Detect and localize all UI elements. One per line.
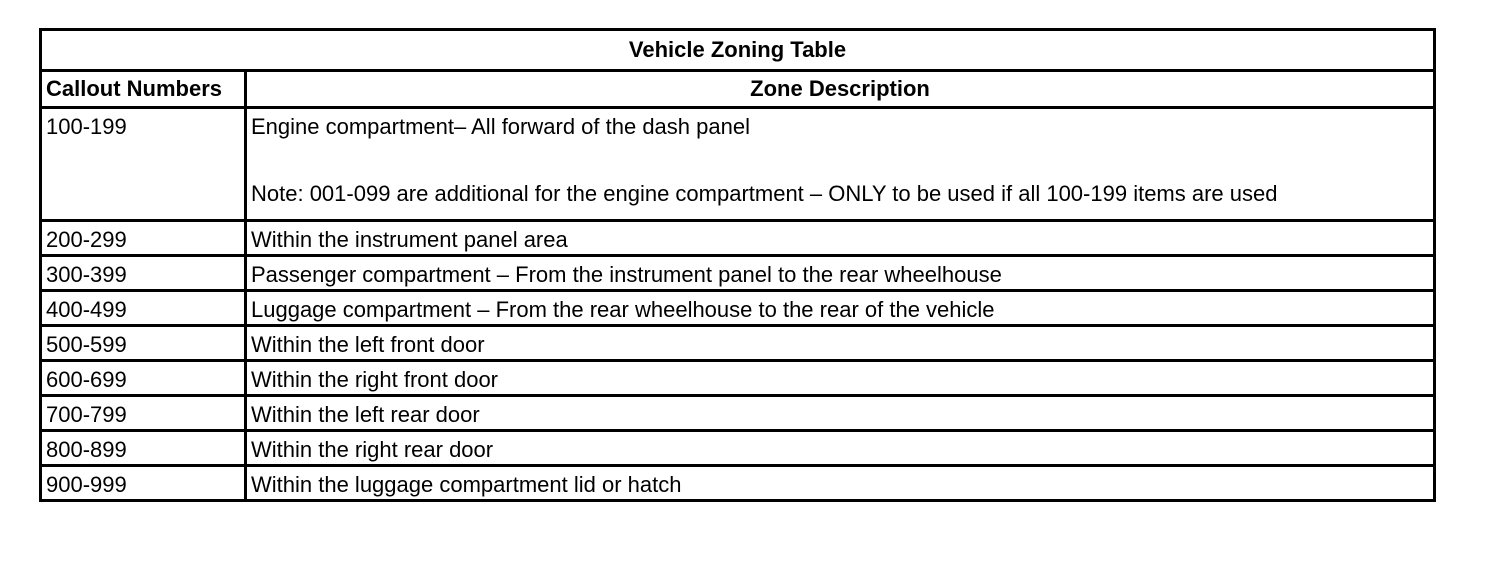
header-callout-numbers: Callout Numbers <box>41 71 246 108</box>
header-zone-description: Zone Description <box>246 71 1435 108</box>
table-header-row <box>41 71 1435 108</box>
callout-cell: 900-999 <box>41 466 246 501</box>
callout-cell: 400-499 <box>41 291 246 326</box>
table-row <box>41 221 1435 256</box>
description-cell: Within the instrument panel area <box>246 221 1435 256</box>
callout-cell: 300-399 <box>41 256 246 291</box>
callout-cell: 800-899 <box>41 431 246 466</box>
callout-cell: 200-299 <box>41 221 246 256</box>
vehicle-zoning-table <box>39 28 1436 502</box>
table-row <box>41 256 1435 291</box>
description-cell: Within the left rear door <box>246 396 1435 431</box>
description-cell: Luggage compartment – From the rear wheelhouse to the rear of the vehicle <box>246 291 1435 326</box>
table-row <box>41 361 1435 396</box>
callout-cell: 600-699 <box>41 361 246 396</box>
table-row <box>41 326 1435 361</box>
description-note: Note: 001-099 are additional for the engine compartment – ONLY to be used if all 100-199 items are used <box>251 181 1278 206</box>
table-row <box>41 291 1435 326</box>
description-cell: Within the left front door <box>246 326 1435 361</box>
table-row <box>41 396 1435 431</box>
table-row <box>41 431 1435 466</box>
description-cell <box>246 108 1435 221</box>
callout-cell: 100-199 <box>41 108 246 221</box>
table-title: Vehicle Zoning Table <box>41 30 1435 71</box>
description-cell: Passenger compartment – From the instrument panel to the rear wheelhouse <box>246 256 1435 291</box>
callout-cell: 700-799 <box>41 396 246 431</box>
table-row <box>41 108 1435 221</box>
table-row <box>41 466 1435 501</box>
table-title-row <box>41 30 1435 71</box>
description-cell: Within the right rear door <box>246 431 1435 466</box>
callout-cell: 500-599 <box>41 326 246 361</box>
description-cell: Within the right front door <box>246 361 1435 396</box>
description-cell: Within the luggage compartment lid or hatch <box>246 466 1435 501</box>
description-text: Engine compartment– All forward of the dash panel <box>251 114 750 139</box>
